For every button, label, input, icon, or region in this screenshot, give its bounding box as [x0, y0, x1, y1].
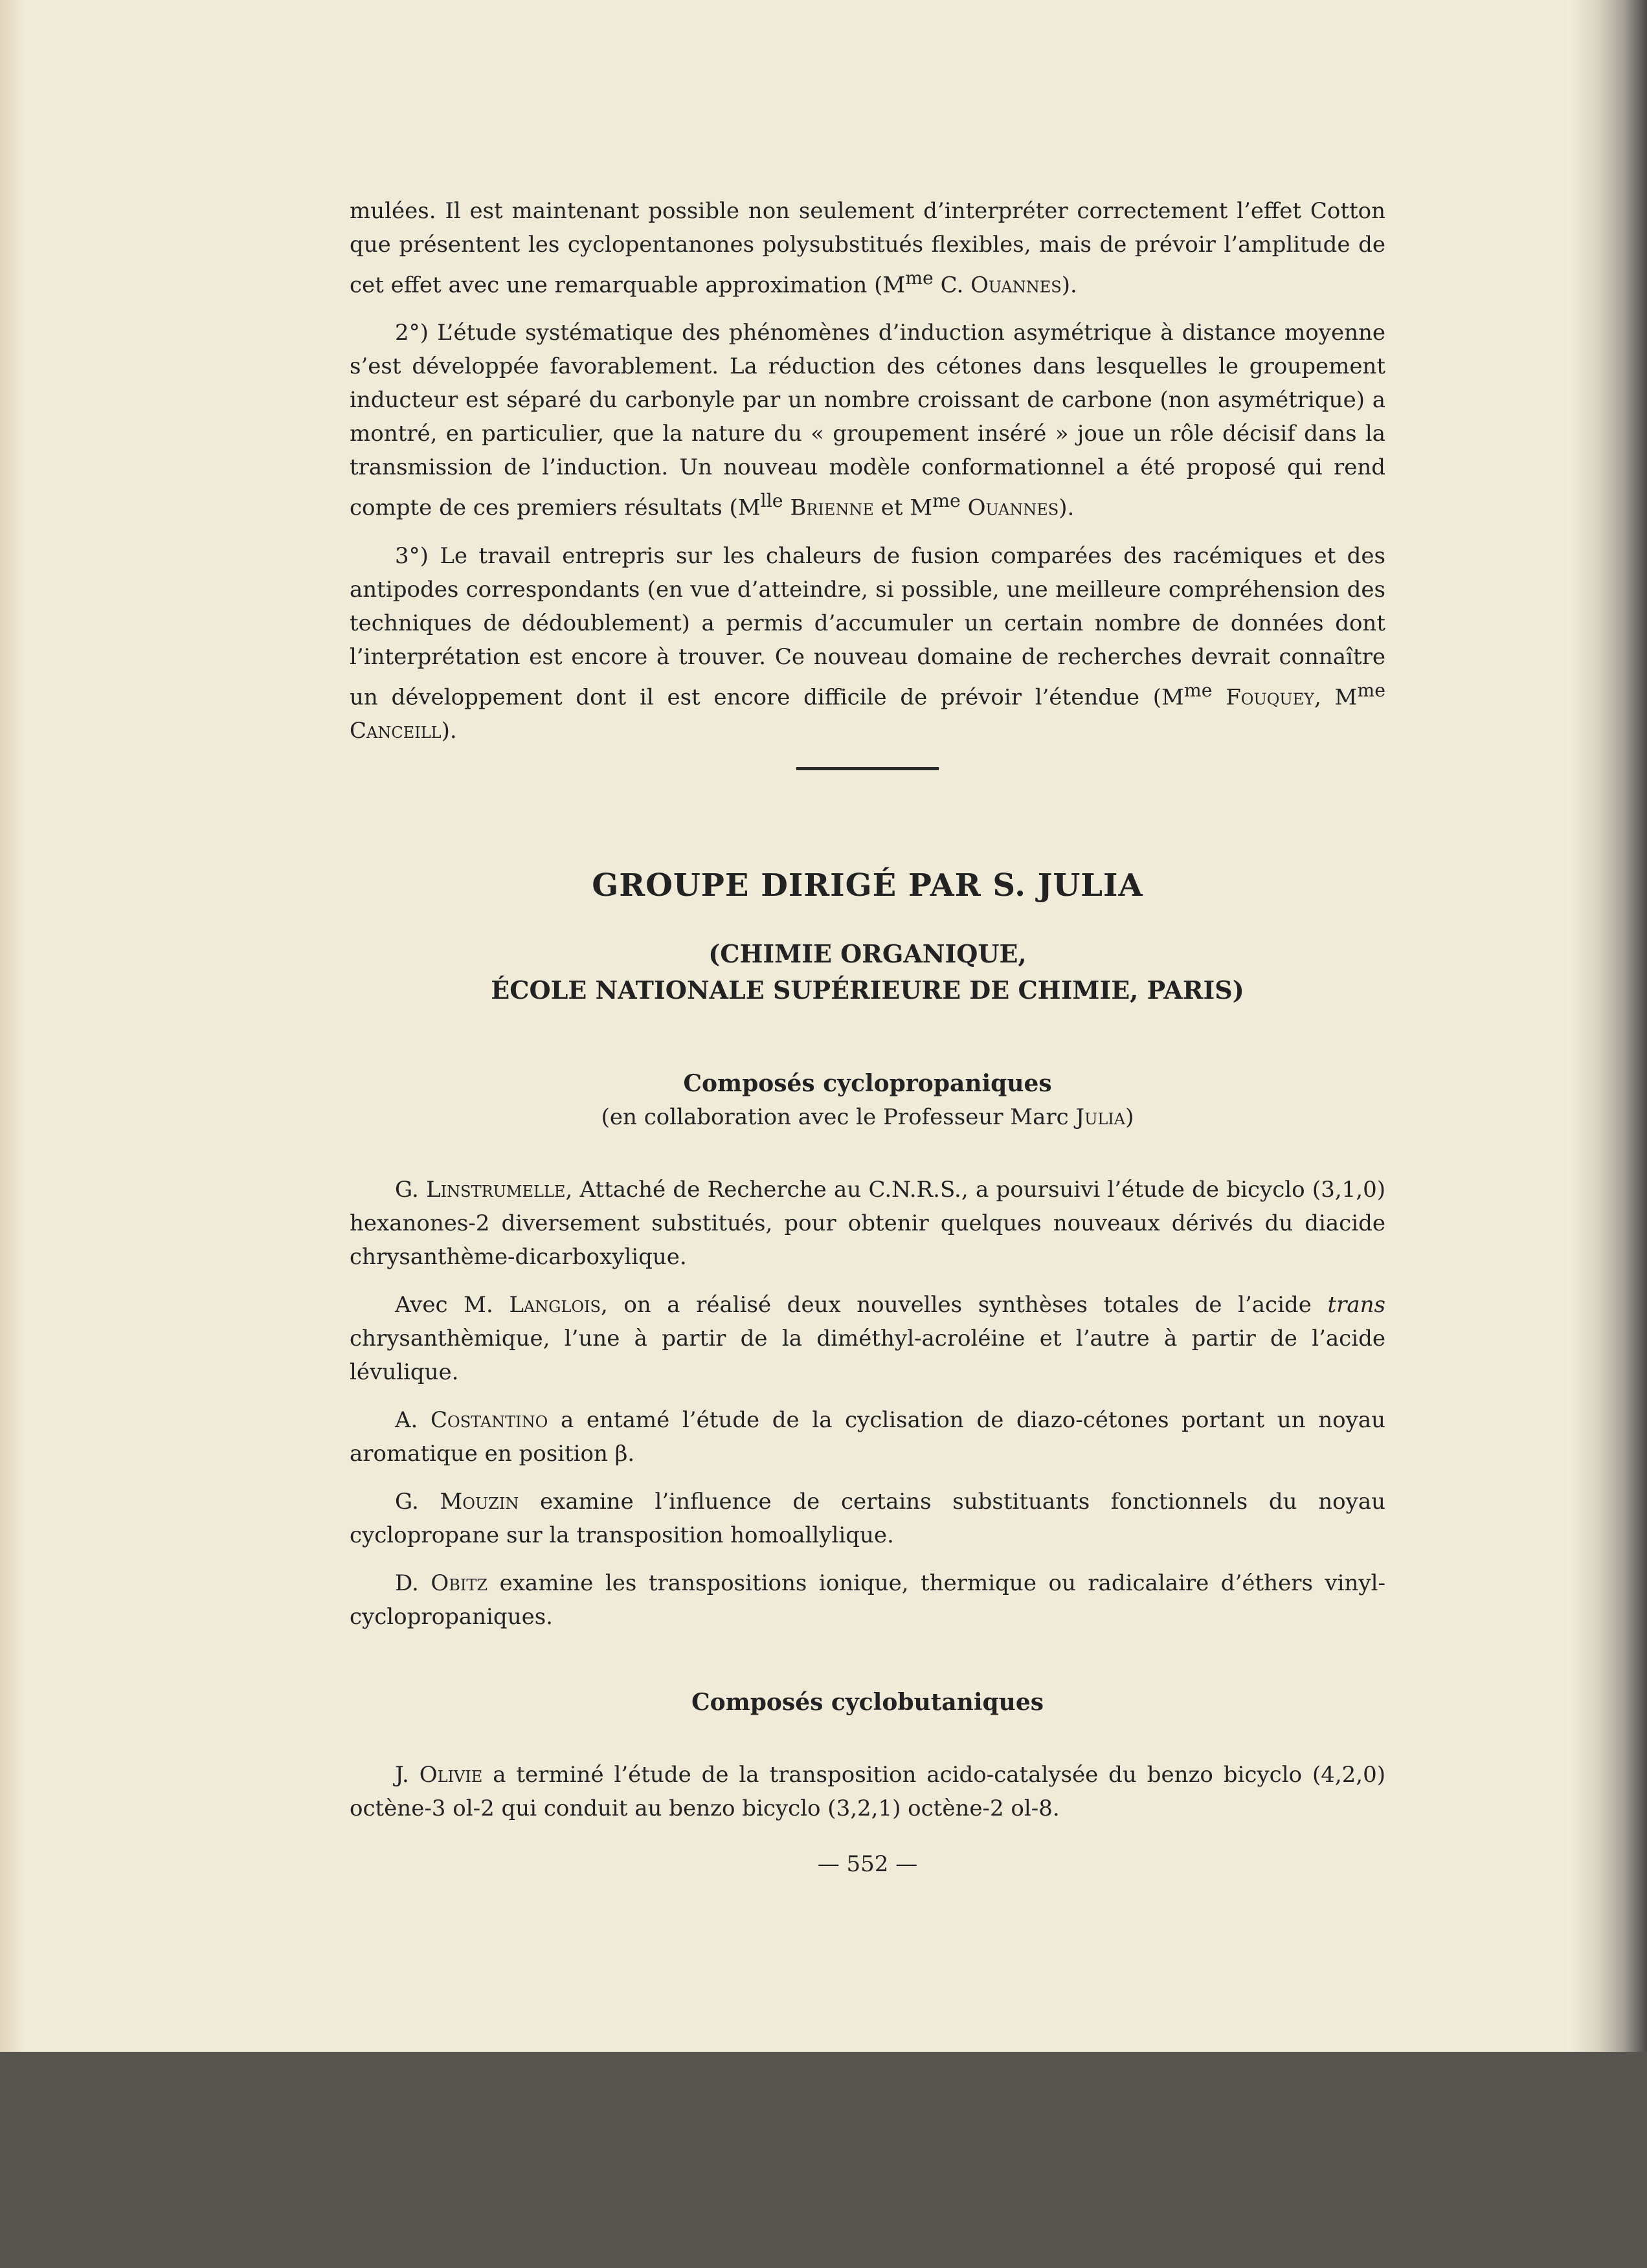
paragraph-langlois [350, 1288, 1385, 1389]
paragraph-2-author1: Brienne [790, 495, 874, 521]
page-edge [1567, 0, 1647, 2268]
linstrumelle-text: , Attaché de Recherche au C.N.R.S., a poursuivi l’étude de bicyclo (3,1,0) hexanones-2 diversement substitués, pour obtenir quelques nouveaux dérivés du diacide chrysanthème-dicarboxylique. [350, 1176, 1385, 1270]
paragraph-3-sup2: me [1357, 679, 1385, 701]
olivie-text: a terminé l’étude de la transposition acido-catalysée du benzo bicyclo (4,2,0) octène-3 ol-2 qui conduit au benzo bicyclo (3,2,1) octène-2 ol-8. [350, 1761, 1385, 1821]
intro-sup: me [905, 267, 934, 289]
paragraph-2-end: ). [1059, 495, 1075, 521]
page-gutter-shadow [0, 0, 26, 2052]
collaboration-prefix: (en collaboration avec le Professeur Marc [601, 1104, 1076, 1130]
intro-paragraph [350, 194, 1385, 302]
paragraph-2-author2: Ouannes [967, 495, 1059, 521]
paragraph-mouzin [350, 1485, 1385, 1552]
document-body [350, 194, 1385, 1899]
olivie-initial: J. [395, 1761, 420, 1788]
intro-text-end: C. [933, 272, 971, 298]
paragraph-2-mid: et M [873, 495, 933, 521]
costantino-name: Costantino [431, 1406, 548, 1433]
section-title-cyclopropaniques: Composés cyclopropaniques [683, 1069, 1052, 1097]
mouzin-initial: G. [395, 1488, 440, 1515]
collaboration-suffix: ) [1125, 1104, 1134, 1130]
section-title-cyclobutaniques: Composés cyclobutaniques [691, 1688, 1044, 1716]
mouzin-text: examine l’influence de certains substituants fonctionnels du noyau cyclopropane sur la transposition homoallylique. [350, 1488, 1385, 1548]
paragraph-3-author2: Canceill [350, 717, 442, 744]
paragraph-olivie [350, 1758, 1385, 1825]
linstrumelle-name: Linstrumelle [426, 1176, 566, 1203]
obitz-text: examine les transpositions ionique, thermique ou radicalaire d’éthers vinyl-cyclopropaniques. [350, 1570, 1385, 1630]
scanner-background [0, 2052, 1647, 2268]
langlois-text: , on a réalisé deux nouvelles synthèses totales de l’acide [600, 1291, 1328, 1318]
paragraph-2-sup2: me [932, 490, 961, 512]
paragraph-costantino [350, 1403, 1385, 1471]
intro-author: Ouannes [970, 272, 1062, 298]
costantino-initial: A. [395, 1406, 431, 1433]
linstrumelle-initial: G. [395, 1176, 427, 1203]
paragraph-3-end: ). [441, 717, 457, 744]
group-subheading-2: ÉCOLE NATIONALE SUPÉRIEURE DE CHIMIE, PARIS) [491, 975, 1244, 1005]
paragraph-2-sup1: lle [760, 490, 783, 512]
langlois-italic: trans [1327, 1291, 1385, 1318]
paragraph-3-mid: , M [1314, 684, 1358, 710]
langlois-rest: chrysanthèmique, l’une à partir de la diméthyl-acroléine et l’autre à partir de l’acide lévulique. [350, 1325, 1385, 1385]
group-heading: GROUPE DIRIGÉ PAR S. JULIA [592, 867, 1143, 904]
mouzin-name: Mouzin [440, 1488, 519, 1515]
paragraph-obitz [350, 1566, 1385, 1634]
obitz-initial: D. [395, 1570, 431, 1596]
paragraph-3-text: 3°) Le travail entrepris sur les chaleurs de fusion comparées des racémiques et des antipodes correspondants (en vue d’atteindre, si possible, une meilleure compréhension des techniques de dédoublement) a permis d’accumuler un certain nombre de données dont l’interprétation est encore à trouver. Ce nouveau domaine de recherches devrait connaître un développement dont il est encore difficile de prévoir l’étendue (M [350, 542, 1385, 710]
section-divider [796, 767, 939, 770]
paragraph-3 [350, 539, 1385, 748]
obitz-name: Obitz [431, 1570, 488, 1596]
paragraph-3-sup1: me [1183, 679, 1213, 701]
collaboration-note [350, 1100, 1385, 1134]
intro-text: mulées. Il est maintenant possible non seulement d’interpréter correctement l’effet Cotton que présentent les cyclopentanones polysubstitués flexibles, mais de prévoir l’amplitude de cet effet avec une remarquable approximation (M [350, 198, 1385, 298]
paragraph-3-author1: Fouquey [1226, 684, 1314, 710]
olivie-name: Olivie [419, 1761, 483, 1788]
page-number: — 552 — [817, 1851, 918, 1877]
collaboration-name: Julia [1075, 1104, 1126, 1130]
group-subheading-1: (CHIMIE ORGANIQUE, [708, 939, 1027, 968]
paragraph-2 [350, 316, 1385, 524]
paragraph-2-text: 2°) L’étude systématique des phénomènes d’induction asymétrique à distance moyenne s’est développée favorablement. La réduction des cétones dans lesquelles le groupement inducteur est séparé du carbonyle par un nombre croissant de carbone (non asymétrique) a montré, en particulier, que la nature du « groupement inséré » joue un rôle décisif dans la transmission de l’induction. Un nouveau modèle conformationnel a été proposé qui rend compte de ces premiers résultats (M [350, 320, 1385, 521]
langlois-prefix: Avec M. [395, 1291, 510, 1318]
paragraph-linstrumelle [350, 1173, 1385, 1274]
costantino-text: a entamé l’étude de la cyclisation de diazo-cétones portant un noyau aromatique en position β. [350, 1406, 1385, 1467]
langlois-name: Langlois [509, 1291, 601, 1318]
intro-close: ). [1061, 272, 1077, 298]
